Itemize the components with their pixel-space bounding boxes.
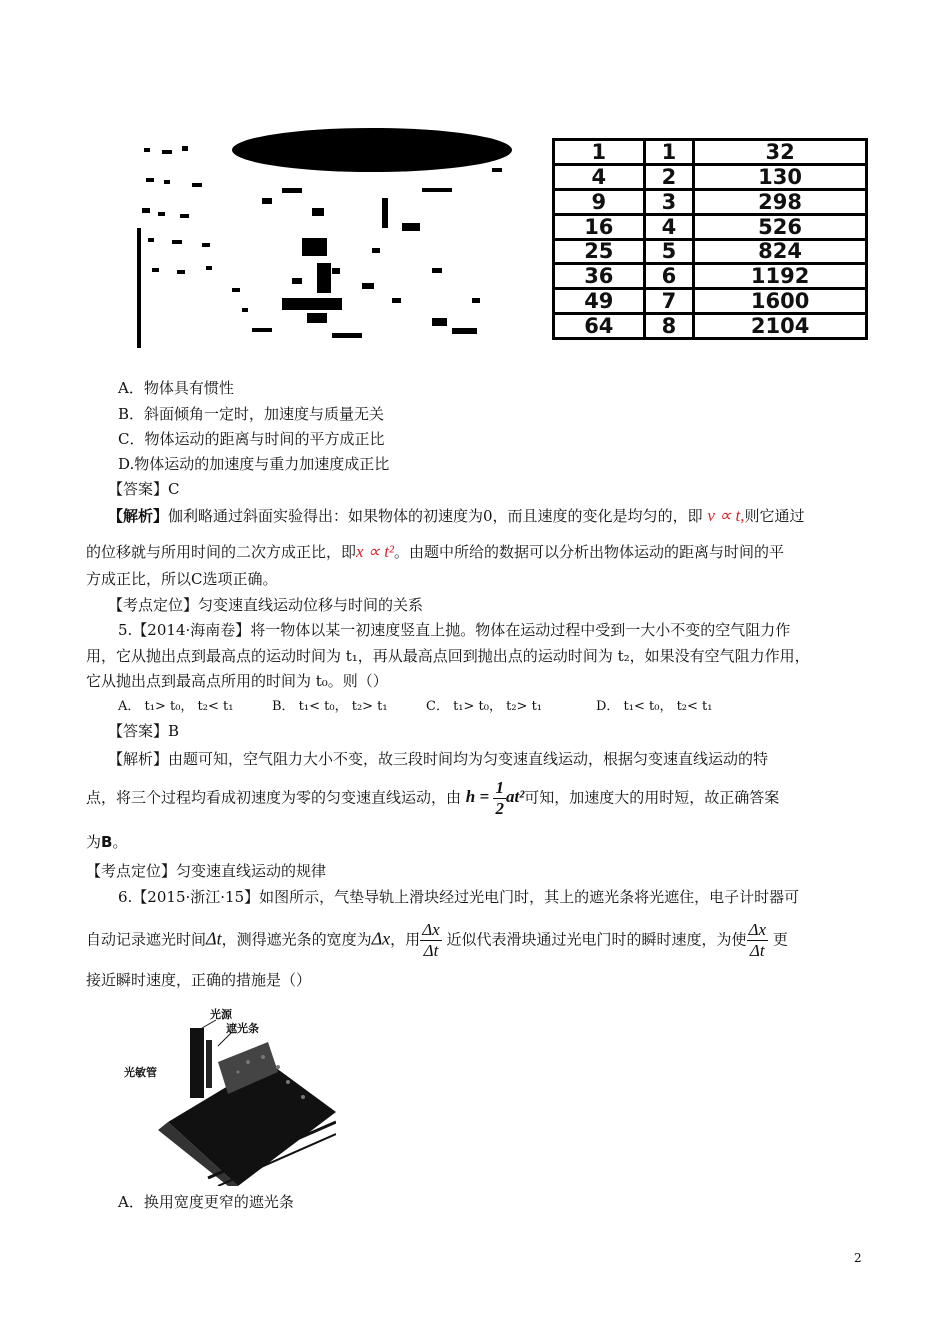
formula-h: h = $\frac{1}{2}$ at² (465, 778, 525, 818)
q4-option-c: C．物体运动的距离与时间的平方成正比 (118, 430, 385, 448)
manuscript-photo (132, 128, 520, 354)
q4-analysis-line3: 方成正比，所以C选项正确。 (86, 570, 278, 588)
analysis-label: 【解析】 (108, 507, 169, 525)
table-row: 4 2 130 (554, 164, 867, 189)
table-row: 64 8 2104 (554, 314, 867, 339)
q4-option-b: B．斜面倾角一定时，加速度与质量无关 (118, 405, 385, 423)
q5-option-d: D． t₁< t₀， t₂< t₁ (596, 699, 713, 714)
q5-option-a: A． t₁> t₀， t₂< t₁ (118, 699, 234, 714)
table-row: 25 5 824 (554, 239, 867, 264)
q5-stem-line1: 5.【2014·海南卷】将一物体以某一初速度竖直上抛。物体在运动过程中受到一大小不变的空气阻力作 (118, 621, 791, 639)
formula-v: v ∝ t, (707, 506, 745, 525)
q5-analysis-line3: 为B。 (86, 833, 128, 851)
q4-answer: 【答案】C (108, 480, 180, 498)
label-shading-strip: 遮光条 (226, 1022, 259, 1035)
table-row: 9 3 298 (554, 189, 867, 214)
photogate-figure (118, 1002, 336, 1186)
formula-x: x ∝ t² (356, 542, 395, 561)
q6-stem-line3: 接近瞬时速度，正确的措施是（） (86, 971, 312, 989)
q5-stem-line2: 用，它从抛出点到最高点的运动时间为 t₁，再从最高点回到抛出点的运动时间为 t₂，如果没有空气阻力作用， (86, 647, 810, 665)
table-row: 49 7 1600 (554, 289, 867, 314)
table-row: 36 6 1192 (554, 264, 867, 289)
q6-stem-line2: 自动记录遮光时间Δt，测得遮光条的宽度为Δx，用 $\frac{\Delta x}{\Delta t}$ 近似代表滑块通过光电门时的瞬时速度，为使 $\frac{\Delta x}{\Delta t}$ 更 (86, 920, 788, 960)
q4-option-a: A．物体具有惯性 (118, 379, 234, 397)
q5-option-c: C． t₁> t₀， t₂> t₁ (426, 699, 543, 714)
fraction-dx-dt: $\frac{\Delta x}{\Delta t}$ (422, 920, 440, 960)
label-light-source: 光源 (210, 1008, 232, 1021)
page-number: 2 (854, 1251, 862, 1265)
q4-kaodian: 【考点定位】匀变速直线运动位移与时间的关系 (108, 596, 424, 614)
formula-dt: Δt (206, 928, 222, 949)
data-table (552, 138, 868, 340)
q4-analysis-line1: 【解析】伽利略通过斜面实验得出：如果物体的初速度为0，而且速度的变化是均匀的，即 v ∝ t,则它通过 (108, 506, 805, 525)
table-row: 16 4 526 (554, 214, 867, 239)
q6-stem-line1: 6.【2015·浙江·15】如图所示，气垫导轨上滑块经过光电门时，其上的遮光条将光遮住，电子计时器可 (118, 888, 800, 906)
q5-kaodian: 【考点定位】匀变速直线运动的规律 (86, 862, 327, 880)
q5-answer: 【答案】B (108, 722, 180, 740)
q4-option-d: D.物体运动的加速度与重力加速度成正比 (118, 455, 390, 473)
formula-dx: Δx (371, 928, 391, 949)
table-row: 1 1 32 (554, 140, 867, 165)
label-photosensor: 光敏管 (124, 1066, 157, 1079)
q5-option-b: B． t₁< t₀， t₂> t₁ (272, 699, 388, 714)
q5-analysis-line1: 【解析】由题可知，空气阻力大小不变，故三段时间均为匀变速直线运动，根据匀变速直线运动的特 (108, 750, 769, 768)
q5-analysis-line2: 点，将三个过程均看成初速度为零的匀变速直线运动，由 h = $\frac{1}{2}$ at²可知，加速度大的用时短，故正确答案 (86, 778, 780, 818)
q4-analysis-line2: 的位移就与所用时间的二次方成正比，即x ∝ t²。由题中所给的数据可以分析出物体运动的距离与时间的平 (86, 542, 785, 561)
q5-stem-line3: 它从抛出点到最高点所用的时间为 t₀。则（） (86, 672, 388, 690)
q6-option-a: A．换用宽度更窄的遮光条 (118, 1193, 294, 1211)
fraction-dx-dt-2: $\frac{\Delta x}{\Delta t}$ (748, 920, 767, 960)
